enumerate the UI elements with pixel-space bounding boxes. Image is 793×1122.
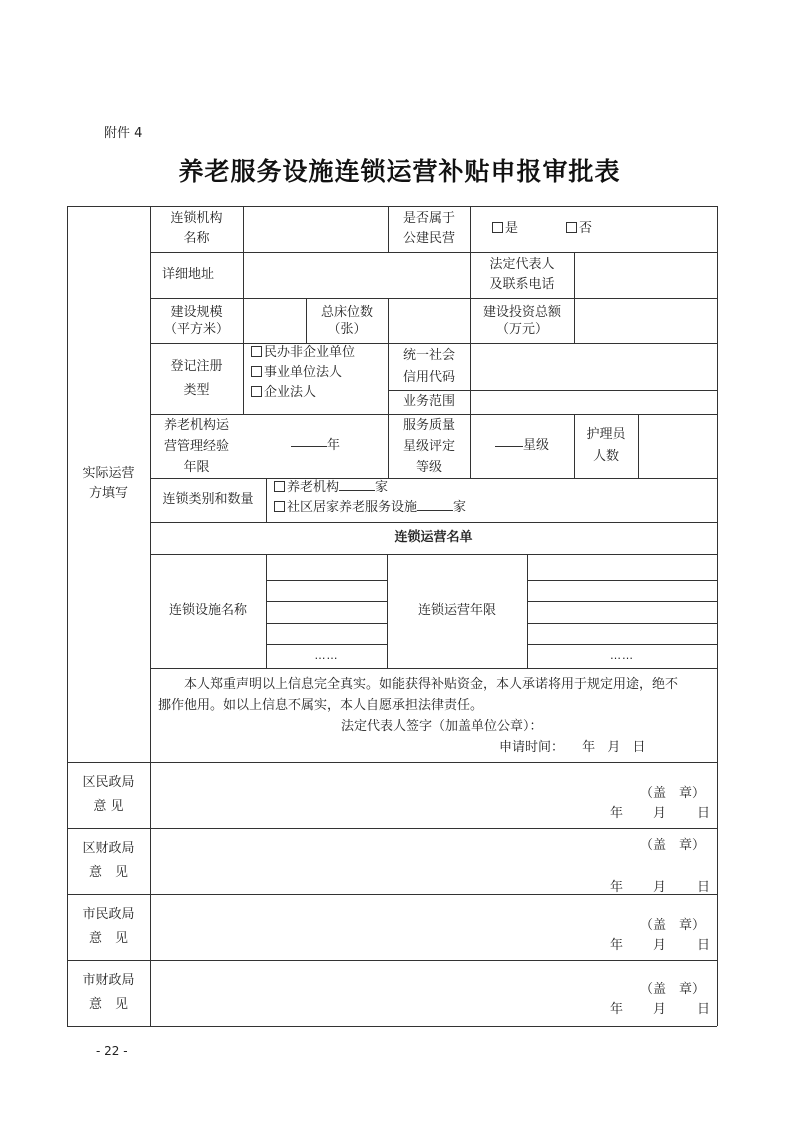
facility-name-label: 连锁设施名称 (168, 603, 247, 618)
facility-name-input[interactable] (266, 601, 387, 623)
facility-name-ellipsis: …… (314, 649, 339, 662)
stamp-label: （盖 章） (640, 918, 706, 933)
experience-blank[interactable] (291, 446, 327, 447)
total-beds-label: 总床位数 （张） (320, 304, 373, 337)
years-ellipsis: …… (610, 649, 634, 662)
chain-list-header: 连锁运营名单 (394, 530, 473, 545)
experience-field[interactable]: 年 (243, 414, 388, 478)
investment-label: 建设投资总额 （万元） (482, 304, 561, 337)
business-scope-label: 业务范围 (402, 394, 455, 409)
investment-field[interactable] (574, 298, 717, 343)
apply-time-label: 申请时间： (499, 740, 565, 755)
years-input[interactable] (527, 554, 717, 580)
credit-code-label: 统一社会 信用代码 (402, 347, 455, 385)
address-field[interactable] (243, 252, 470, 298)
years-input[interactable] (527, 601, 717, 623)
date-year: 年 (610, 880, 624, 895)
opinion-label: 区民政局 意 见 (82, 775, 135, 814)
checkbox[interactable] (251, 386, 262, 397)
date-year: 年 (610, 806, 624, 821)
experience-label: 养老机构运 营管理经验 年限 (163, 417, 229, 475)
opinion-label: 市财政局 意 见 (82, 973, 135, 1012)
page-title: 养老服务设施连锁运营补贴申报审批表 (178, 157, 621, 186)
signature-label: 法定代表人签字（加盖单位公章）： (341, 719, 543, 734)
star-rating-blank[interactable] (495, 446, 523, 447)
star-rating-label: 服务质量 星级评定 等级 (402, 417, 455, 475)
checkbox[interactable] (251, 346, 262, 357)
checkbox[interactable] (274, 481, 285, 492)
apply-date: 申请时间： 年 月 日 (499, 740, 646, 755)
date-month: 月 (653, 806, 667, 821)
reg-type-options (243, 343, 388, 414)
reg-option[interactable]: 事业单位法人 (251, 363, 342, 383)
table-border-bottom (67, 1026, 717, 1027)
reg-option[interactable]: 民办非企业单位 (251, 343, 355, 363)
declaration-line-2: 挪作他用。如以上信息不属实，本人自愿承担法律责任。 (158, 698, 484, 713)
opinion-field[interactable] (151, 829, 716, 893)
checkbox-yes[interactable] (492, 222, 503, 233)
facility-name-input[interactable] (266, 554, 387, 580)
build-scale-label: 建设规模 （平方米） (163, 304, 229, 337)
date-day: 日 (697, 806, 711, 821)
checkbox[interactable] (251, 366, 262, 377)
total-beds-field[interactable] (388, 298, 470, 343)
reg-type-label: 登记注册 类型 (170, 358, 223, 398)
nurses-label: 护理员 人数 (586, 427, 626, 464)
count-blank[interactable] (339, 490, 375, 491)
date-day: 日 (697, 880, 711, 895)
stamp-label: （盖 章） (640, 786, 706, 801)
public-private-options (470, 206, 717, 252)
chain-category-options (266, 478, 717, 522)
build-scale-field[interactable] (243, 298, 306, 343)
date-month: 月 (653, 1002, 667, 1017)
checkbox[interactable] (274, 501, 285, 512)
facility-name-input[interactable] (266, 580, 387, 601)
chain-category-label: 连锁类别和数量 (162, 492, 254, 507)
years-input[interactable] (527, 580, 717, 601)
table-border-right (717, 206, 718, 1026)
date-month: 月 (653, 880, 667, 895)
star-rating-field[interactable]: 星级 (470, 414, 574, 478)
date-month: 月 (653, 938, 667, 953)
nurses-field[interactable] (638, 414, 717, 478)
opinion-field[interactable] (151, 895, 716, 959)
chain-name-field[interactable] (243, 206, 388, 252)
years-input[interactable] (527, 623, 717, 644)
count-blank[interactable] (417, 510, 453, 511)
section-label: 实际运营 方填写 (82, 466, 135, 501)
stamp-label: （盖 章） (640, 982, 706, 997)
opinion-label: 区财政局 意 见 (82, 841, 135, 880)
years-label: 连锁运营年限 (417, 603, 496, 618)
date-day: 日 (697, 1002, 711, 1017)
date-day: 日 (697, 938, 711, 953)
attachment-label: 附件 4 (104, 126, 143, 141)
page-number: - 22 - (96, 1044, 128, 1058)
option-no[interactable]: 否 (566, 219, 592, 239)
declaration (158, 674, 713, 758)
opinion-field[interactable] (151, 763, 716, 827)
legal-rep-label: 法定代表人 及联系电话 (489, 257, 555, 292)
address-label: 详细地址 (162, 267, 215, 282)
checkbox-no[interactable] (566, 222, 577, 233)
declaration-line-1: 本人郑重声明以上信息完全真实。如能获得补贴资金，本人承诺将用于规定用途，绝不 (184, 677, 679, 692)
opinion-field[interactable] (151, 961, 716, 1025)
credit-code-field[interactable] (470, 343, 717, 390)
date-year: 年 (610, 1002, 624, 1017)
opinion-label: 市民政局 意 见 (82, 907, 135, 946)
category-option-institution[interactable]: 养老机构 家 (274, 478, 388, 498)
category-option-community[interactable]: 社区居家养老服务设施 家 (274, 498, 466, 518)
chain-name-label: 连锁机构 名称 (170, 211, 223, 246)
stamp-label: （盖 章） (640, 838, 706, 853)
business-scope-field[interactable] (470, 390, 717, 414)
legal-rep-field[interactable] (574, 252, 717, 298)
reg-option[interactable]: 企业法人 (251, 383, 316, 403)
public-private-label: 是否属于 公建民营 (402, 211, 455, 246)
date-year: 年 (610, 938, 624, 953)
option-yes[interactable]: 是 (492, 219, 518, 239)
facility-name-input[interactable] (266, 623, 387, 644)
